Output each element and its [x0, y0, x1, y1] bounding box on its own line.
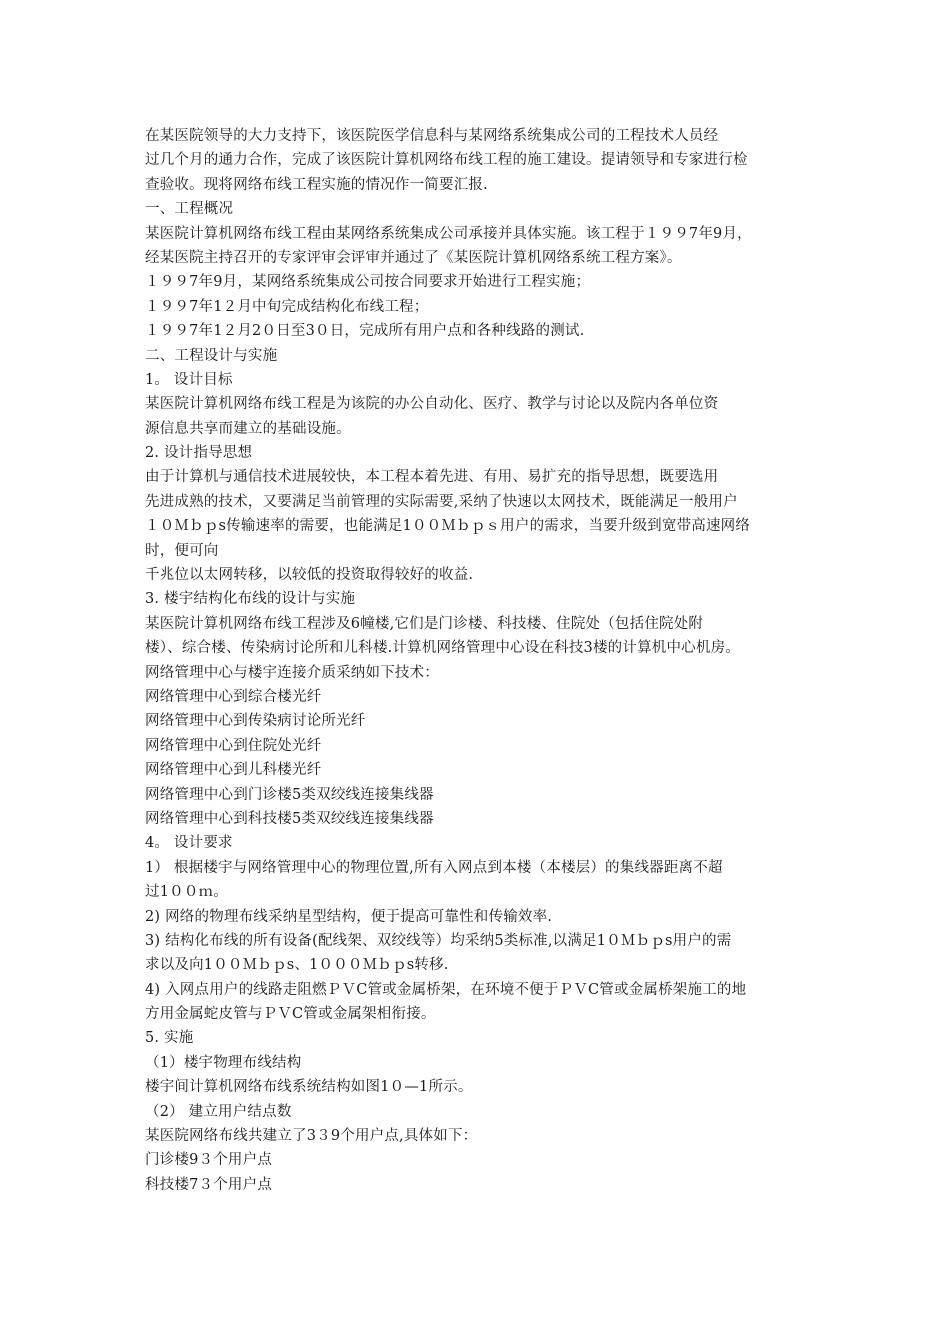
implementation-item-heading: （2） 建立用户结点数	[145, 1103, 292, 1120]
subheading-design-goal: 1。 设计目标	[145, 371, 233, 388]
intro-line-3: 查验收。现将网络布线工程实施的情况作一简要汇报.	[145, 176, 488, 193]
requirement-line: 4) 入网点用户的线路走阻燃ＰＶC管或金属桥架，在环境不便于ＰＶC管或金属桥架施工的地	[145, 981, 747, 998]
cabling-line-2: 楼）、综合楼、传染病讨论所和儿科楼.计算机网络管理中心设在科技3楼的计算机中心机房。	[145, 640, 740, 657]
subheading-design-requirements: 4。 设计要求	[145, 835, 233, 852]
intro-line-1: 在某医院领导的大力支持下，该医院医学信息科与某网络系统集成公司的工程技术人员经	[145, 128, 719, 144]
user-point-item: 科技楼7３个用户点	[145, 1176, 273, 1193]
cabling-line-3: 网络管理中心与楼宇连接介质采纳如下技术：	[145, 664, 439, 681]
subheading-design-principle: 2. 设计指导思想	[145, 445, 253, 462]
section-heading-overview: 一、工程概况	[145, 201, 234, 218]
subheading-structured-cabling: 3. 楼宇结构化布线的设计与实施	[145, 591, 356, 608]
implementation-line: 楼宇间计算机网络布线系统结构如图1０—1所示。	[145, 1079, 473, 1096]
document-body	[145, 124, 810, 1197]
connection-item: 网络管理中心到科技楼5类双绞线连接集线器	[145, 810, 434, 827]
connection-item: 网络管理中心到传染病讨论所光纤	[145, 713, 366, 730]
principle-line-4: 时，便可向	[145, 542, 219, 559]
timeline-line-1: １９９7年9月，某网络系统集成公司按合同要求开始进行工程实施；	[145, 274, 591, 291]
overview-line-2: 经某医院主持召开的专家评审会评审并通过了《某医院计算机网络系统工程方案》。	[145, 249, 682, 266]
overview-line-1: 某医院计算机网络布线工程由某网络系统集成公司承接并具体实施。该工程于１９９7年9月，	[145, 225, 752, 242]
requirement-line: 方用金属蛇皮管与ＰＶC管或金属架相衔接。	[145, 1006, 436, 1023]
connection-item: 网络管理中心到住院处光纤	[145, 737, 322, 754]
principle-line-5: 千兆位以太网转移，以较低的投资取得较好的收益.	[145, 567, 474, 584]
section-heading-design: 二、工程设计与实施	[145, 347, 278, 364]
principle-line-3: １０Ｍｂｐs传输速率的需要，也能满足1００Ｍｂｐｓ用户的需求，当要升级到宽带高速网络	[145, 518, 751, 535]
cabling-line-1: 某医院计算机网络布线工程涉及6幢楼,它们是门诊楼、科技楼、住院处（包括住院处附	[145, 615, 704, 632]
implementation-line: 某医院网络布线共建立了3３9个用户点,具体如下：	[145, 1128, 478, 1145]
requirement-line: 过1００ｍ。	[145, 884, 228, 901]
timeline-line-3: １９９7年1２月2０日至3０日，完成所有用户点和各种线路的测试.	[145, 323, 585, 340]
requirement-line: 2) 网络的物理布线采纳星型结构，便于提高可靠性和传输效率.	[145, 908, 553, 925]
intro-line-2: 过几个月的通力合作，完成了该医院计算机网络布线工程的施工建设。提请领导和专家进行检	[145, 152, 748, 169]
connection-item: 网络管理中心到综合楼光纤	[145, 688, 322, 705]
subheading-implementation: 5. 实施	[145, 1030, 194, 1047]
timeline-line-2: １９９7年1２月中旬完成结构化布线工程；	[145, 298, 429, 315]
connection-item: 网络管理中心到门诊楼5类双绞线连接集线器	[145, 786, 434, 803]
principle-line-2: 先进成熟的技术，又要满足当前管理的实际需要,采纳了快速以太网技术，既能满足一般用户	[145, 493, 738, 510]
design-goal-line-2: 源信息共享而建立的基础设施。	[145, 420, 351, 437]
user-point-item: 门诊楼9３个用户点	[145, 1152, 273, 1169]
principle-line-1: 由于计算机与通信技术进展较快，本工程本着先进、有用、易扩充的指导思想，既要选用	[145, 469, 719, 486]
requirement-line: 求以及向1００Ｍｂｐs、1０００Ｍｂｐs转移.	[145, 957, 449, 974]
implementation-item-heading: （1）楼宇物理布线结构	[145, 1054, 302, 1071]
requirement-line: 1） 根据楼宇与网络管理中心的物理位置,所有入网点到本楼（本楼层）的集线器距离不超	[145, 859, 723, 876]
requirement-line: 3) 结构化布线的所有设备(配线架、双绞线等）均采纳5类标准,以满足1０Ｍｂｐs用户的需	[145, 932, 732, 949]
design-goal-line-1: 某医院计算机网络布线工程是为该院的办公自动化、医疗、教学与讨论以及院内各单位资	[145, 396, 719, 413]
connection-item: 网络管理中心到儿科楼光纤	[145, 762, 322, 779]
